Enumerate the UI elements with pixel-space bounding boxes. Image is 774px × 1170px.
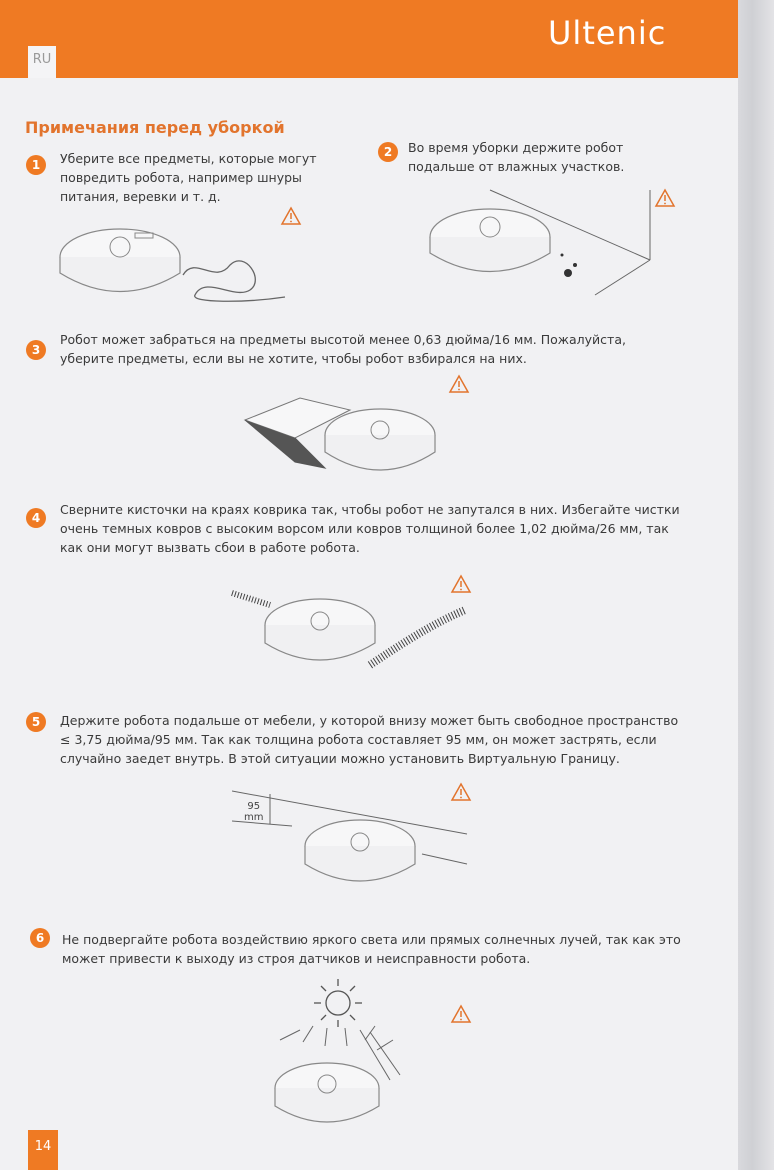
item-number-6: 6 (30, 928, 50, 948)
item-text-5: Держите робота подальше от мебели, у которой внизу может быть свободное пространство ≤ 3,75 дюйма/95 мм. Так как толщина робота составляет 95 мм, он может застрять, если случайно заедет внутрь. В этой ситуации можно установить Виртуальную Границу. (60, 713, 679, 766)
warning-icon (450, 1004, 472, 1024)
brand-name: ltenic (572, 14, 667, 52)
height-unit: mm (244, 812, 264, 823)
item-text-4: Сверните кисточки на краях коврика так, чтобы робот не запутался в них. Избегайте чистки очень темных ковров с высоким ворсом или ковров толщиной более 1,02 дюйма/26 мм, так как они могут вызвать сбои в работе робота. (60, 502, 680, 555)
item-text-3: Робот может забраться на предметы высотой менее 0,63 дюйма/16 мм. Пожалуйста, уберите предметы, если вы не хотите, чтобы робот взбирался на них. (60, 332, 626, 366)
item-number-3: 3 (26, 340, 46, 360)
item-number-2: 2 (378, 142, 398, 162)
robot-vacuum-icon (232, 786, 472, 901)
page-title: Примечания перед уборкой (25, 118, 285, 137)
brand-logo (548, 14, 666, 52)
robot-vacuum-icon (55, 215, 295, 310)
brand-mark: U (548, 14, 573, 52)
item-number-5: 5 (26, 712, 46, 732)
warning-icon (448, 374, 470, 394)
robot-vacuum-icon (230, 585, 470, 680)
language-tab: RU (28, 46, 56, 78)
item-number-4: 4 (26, 508, 46, 528)
item-text-2: Во время уборки держите робот подальше от влажных участков. (408, 140, 625, 174)
book-spine (738, 0, 774, 1170)
header-bar (0, 0, 748, 78)
robot-vacuum-icon (240, 390, 450, 490)
robot-vacuum-icon (420, 185, 660, 300)
item-number-1: 1 (26, 155, 46, 175)
height-label (244, 801, 263, 823)
item-text-1: Уберите все предметы, которые могут повредить робота, например шнуры питания, веревки и т. д. (60, 151, 317, 204)
height-value: 95 (247, 801, 261, 812)
page-number: 14 (28, 1130, 58, 1170)
robot-vacuum-icon (265, 1020, 415, 1140)
item-text-6: Не подвергайте робота воздействию яркого света или прямых солнечных лучей, так как это может привести к выходу из строя датчиков и неисправности робота. (62, 932, 681, 966)
